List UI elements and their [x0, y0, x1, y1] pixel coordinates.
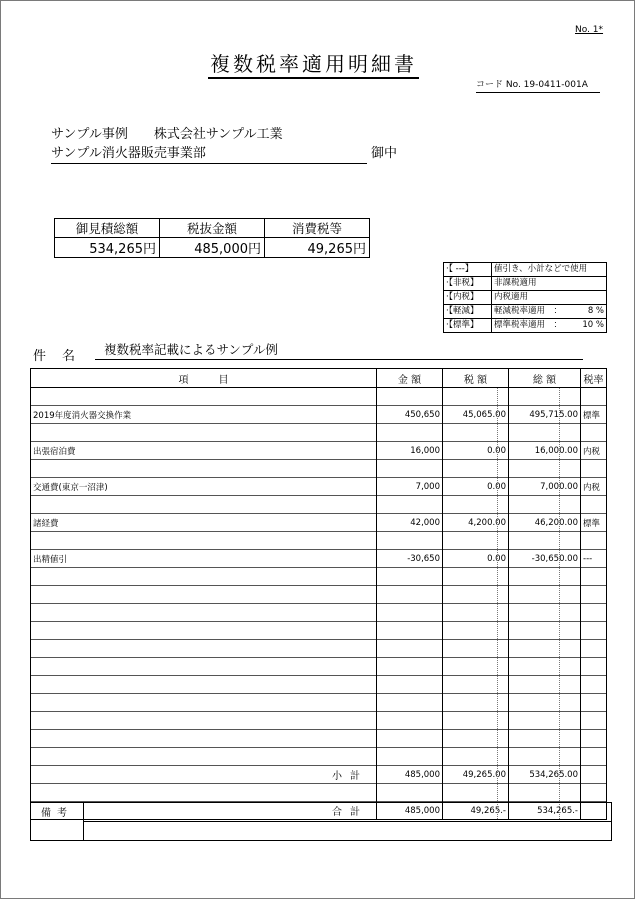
- row-tax: [443, 712, 509, 730]
- row-rate: [581, 460, 607, 478]
- row-amount: [377, 496, 443, 514]
- row-total: [509, 424, 581, 442]
- row-item: [31, 622, 377, 640]
- row-tax: 4,200.00: [443, 514, 509, 532]
- legend-desc-cell: [492, 263, 607, 277]
- row-rate: ---: [581, 550, 607, 568]
- table-row: [31, 694, 607, 712]
- tax-legend: [443, 262, 607, 333]
- row-rate: [581, 586, 607, 604]
- row-rate: [581, 496, 607, 514]
- row-item: [31, 604, 377, 622]
- row-rate: 内税: [581, 478, 607, 496]
- row-rate: [581, 568, 607, 586]
- table-row: [31, 568, 607, 586]
- row-total: [509, 532, 581, 550]
- row-label: 小計: [31, 766, 377, 784]
- row-total: 16,000.00: [509, 442, 581, 460]
- table-row: [31, 442, 607, 460]
- row-amount: 450,650: [377, 406, 443, 424]
- row-tax: 0.00: [443, 550, 509, 568]
- row-amount: [377, 730, 443, 748]
- row-total: 46,200.00: [509, 514, 581, 532]
- row-total: [509, 712, 581, 730]
- row-tax: 49,265.-: [443, 802, 509, 820]
- legend-desc: 内税適用: [494, 292, 529, 302]
- row-tax: [443, 784, 509, 802]
- row-item: 諸経費: [31, 514, 377, 532]
- legend-key: ·【標準】: [444, 319, 492, 333]
- header-total: 総 額: [509, 369, 581, 388]
- row-total: [509, 604, 581, 622]
- row-amount: [377, 388, 443, 406]
- subtotal-row: [31, 766, 607, 784]
- row-item: 出張宿泊費: [31, 442, 377, 460]
- legend-key: ·【内税】: [444, 291, 492, 305]
- legend-rate: 8 %: [587, 306, 604, 316]
- row-rate: [581, 622, 607, 640]
- legend-row: [444, 319, 607, 333]
- row-amount: [377, 424, 443, 442]
- row-tax: [443, 460, 509, 478]
- detail-table: [30, 368, 607, 820]
- row-amount: [377, 568, 443, 586]
- row-item: 交通費(東京一沼津): [31, 478, 377, 496]
- row-total: 495,715.00: [509, 406, 581, 424]
- summary-value-tax: 49,265円: [265, 238, 370, 258]
- row-label: 合計: [31, 802, 377, 820]
- legend-desc: 軽減税率適用 ：: [494, 306, 563, 316]
- table-row: [31, 676, 607, 694]
- row-amount: [377, 622, 443, 640]
- legend-key: ·【軽減】: [444, 305, 492, 319]
- legend-desc: 値引き、小計などで使用: [494, 264, 588, 274]
- legend-desc-cell: [492, 291, 607, 305]
- row-amount: -30,650: [377, 550, 443, 568]
- row-amount: [377, 640, 443, 658]
- row-tax: [443, 748, 509, 766]
- row-total: [509, 586, 581, 604]
- legend-row: [444, 263, 607, 277]
- table-row: [31, 388, 607, 406]
- row-item: [31, 586, 377, 604]
- row-tax: [443, 640, 509, 658]
- table-row: [31, 784, 607, 802]
- row-label: [31, 784, 377, 802]
- table-row: [31, 622, 607, 640]
- row-amount: 485,000: [377, 766, 443, 784]
- legend-desc: 標準税率適用 ：: [494, 320, 563, 330]
- row-amount: [377, 532, 443, 550]
- row-item: [31, 496, 377, 514]
- legend-key: ·【非税】: [444, 277, 492, 291]
- row-item: [31, 532, 377, 550]
- row-tax: [443, 604, 509, 622]
- summary-value-total: 534,265円: [55, 238, 160, 258]
- row-amount: [377, 694, 443, 712]
- client-honorific: 御中: [371, 146, 398, 161]
- row-total: [509, 676, 581, 694]
- row-total: [509, 388, 581, 406]
- remarks-label: 備考: [31, 803, 84, 841]
- page-number: No. 1*: [575, 25, 604, 35]
- row-item: [31, 388, 377, 406]
- row-amount: [377, 460, 443, 478]
- remarks-line-1: [84, 803, 612, 822]
- row-amount: [377, 748, 443, 766]
- table-row: [31, 478, 607, 496]
- row-amount: [377, 586, 443, 604]
- row-tax: [443, 424, 509, 442]
- legend-rate: 10 %: [582, 320, 604, 330]
- row-total: 534,265.00: [509, 766, 581, 784]
- row-tax: 49,265.00: [443, 766, 509, 784]
- table-row: [31, 424, 607, 442]
- row-rate: [581, 640, 607, 658]
- remarks-table: [30, 802, 612, 841]
- row-item: [31, 730, 377, 748]
- row-total: 7,000.00: [509, 478, 581, 496]
- row-total: [509, 640, 581, 658]
- row-tax: [443, 676, 509, 694]
- legend-desc-cell: [492, 319, 607, 333]
- row-rate: [581, 694, 607, 712]
- row-rate: 標準: [581, 406, 607, 424]
- header-tax: 税 額: [443, 369, 509, 388]
- legend-desc: 非課税適用: [494, 278, 537, 288]
- summary-header-net: 税抜金額: [160, 219, 265, 238]
- row-tax: [443, 658, 509, 676]
- row-item: [31, 460, 377, 478]
- row-tax: [443, 694, 509, 712]
- row-item: [31, 568, 377, 586]
- row-tax: [443, 622, 509, 640]
- legend-row: [444, 305, 607, 319]
- row-amount: [377, 604, 443, 622]
- row-amount: [377, 784, 443, 802]
- row-tax: [443, 730, 509, 748]
- legend-key: ·【 ---】: [444, 263, 492, 277]
- row-tax: [443, 568, 509, 586]
- row-rate: [581, 676, 607, 694]
- header-rate: 税率: [581, 369, 607, 388]
- row-rate: [581, 712, 607, 730]
- legend-row: [444, 291, 607, 305]
- row-amount: 42,000: [377, 514, 443, 532]
- table-row: [31, 460, 607, 478]
- row-amount: 7,000: [377, 478, 443, 496]
- legend-desc-cell: [492, 277, 607, 291]
- table-row: [31, 550, 607, 568]
- row-rate: 内税: [581, 442, 607, 460]
- table-row: [31, 406, 607, 424]
- row-total: [509, 658, 581, 676]
- row-amount: 485,000: [377, 802, 443, 820]
- summary-value-net: 485,000円: [160, 238, 265, 258]
- row-rate: [581, 730, 607, 748]
- row-item: [31, 694, 377, 712]
- header-amount: 金 額: [377, 369, 443, 388]
- row-tax: 45,065.00: [443, 406, 509, 424]
- row-item: [31, 424, 377, 442]
- row-amount: [377, 676, 443, 694]
- row-tax: [443, 388, 509, 406]
- row-item: [31, 748, 377, 766]
- row-tax: [443, 586, 509, 604]
- row-item: [31, 676, 377, 694]
- document-title: 複数税率適用明細書: [208, 51, 419, 79]
- legend-row: [444, 277, 607, 291]
- row-tax: [443, 532, 509, 550]
- row-total: [509, 460, 581, 478]
- subject-label: 件名: [33, 349, 92, 364]
- table-row: [31, 712, 607, 730]
- table-row: [31, 532, 607, 550]
- legend-desc-cell: [492, 305, 607, 319]
- row-tax: 0.00: [443, 442, 509, 460]
- row-total: [509, 622, 581, 640]
- document-code: コード No. 19-0411-001A: [476, 79, 600, 93]
- row-item: [31, 658, 377, 676]
- row-total: -30,650.00: [509, 550, 581, 568]
- table-row: [31, 586, 607, 604]
- table-row: [31, 730, 607, 748]
- subject-value: 複数税率記載によるサンプル例: [95, 341, 583, 360]
- row-total: [509, 784, 581, 802]
- row-tax: [443, 496, 509, 514]
- row-rate: 標準: [581, 514, 607, 532]
- header-item: 項 目: [31, 369, 377, 388]
- summary-header-total: 御見積総額: [55, 219, 160, 238]
- row-item: 出精値引: [31, 550, 377, 568]
- table-row: [31, 658, 607, 676]
- row-rate: [581, 748, 607, 766]
- row-total: 534,265.-: [509, 802, 581, 820]
- table-row: [31, 496, 607, 514]
- client-line-1: サンプル事例 株式会社サンプル工業: [51, 127, 283, 142]
- table-row: [31, 514, 607, 532]
- row-amount: [377, 712, 443, 730]
- row-rate: [581, 388, 607, 406]
- table-row: [31, 640, 607, 658]
- summary-table: [54, 218, 370, 258]
- row-rate: [581, 766, 607, 784]
- row-rate: [581, 784, 607, 802]
- row-rate: [581, 424, 607, 442]
- table-row: [31, 748, 607, 766]
- row-item: 2019年度消火器交換作業: [31, 406, 377, 424]
- client-line-2: サンプル消火器販売事業部: [51, 144, 367, 164]
- row-amount: 16,000: [377, 442, 443, 460]
- row-item: [31, 712, 377, 730]
- row-rate: [581, 532, 607, 550]
- row-rate: [581, 658, 607, 676]
- row-total: [509, 496, 581, 514]
- row-item: [31, 640, 377, 658]
- row-amount: [377, 658, 443, 676]
- table-row: [31, 604, 607, 622]
- row-total: [509, 568, 581, 586]
- row-total: [509, 730, 581, 748]
- row-total: [509, 694, 581, 712]
- row-total: [509, 748, 581, 766]
- row-rate: [581, 604, 607, 622]
- row-tax: 0.00: [443, 478, 509, 496]
- remarks-line-2: [84, 822, 612, 841]
- summary-header-tax: 消費税等: [265, 219, 370, 238]
